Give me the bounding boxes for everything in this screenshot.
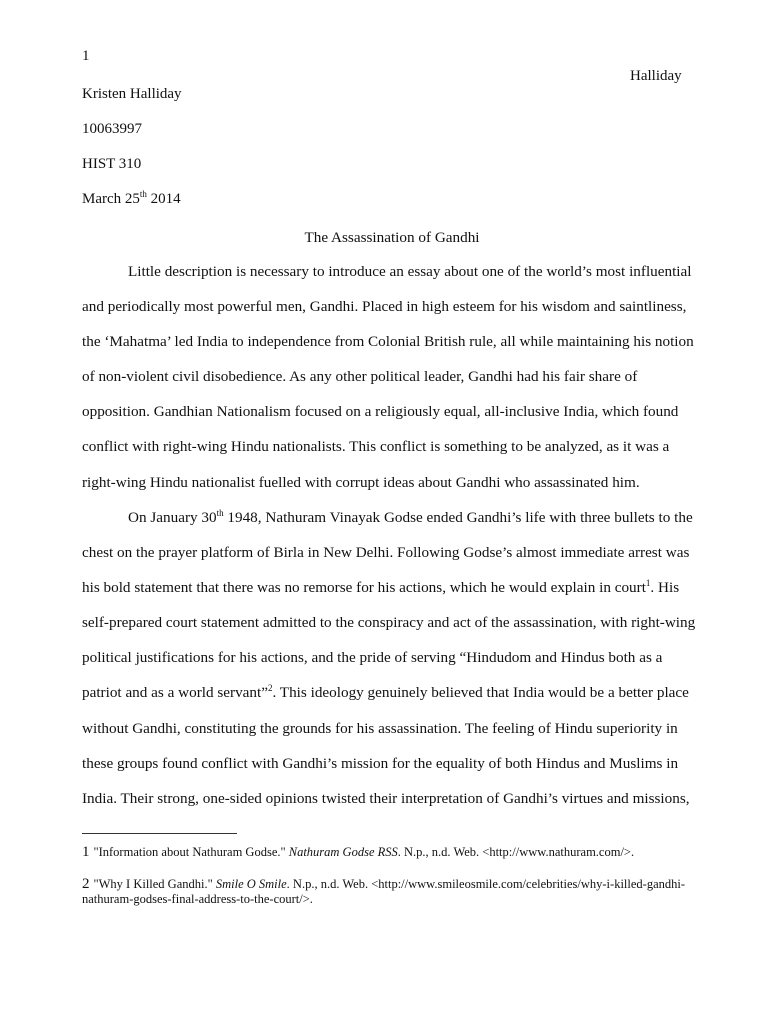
body-line: India. Their strong, one-sided opinions twisted their interpretation of Gandhi’s virtues and missions,	[82, 790, 690, 807]
course-code: HIST 310	[82, 156, 142, 172]
body-line: political justifications for his actions, and the pride of serving “Hindudom and Hindus both as a	[82, 649, 663, 666]
body-text: patriot and as a world servant”	[82, 684, 268, 701]
body-text: 1948, Nathuram Vinayak Godse ended Gandhi’s life with three bullets to the	[223, 509, 693, 526]
body-line: self-prepared court statement admitted to the conspiracy and act of the assassination, with right-wing	[82, 614, 696, 631]
body-line: these groups found conflict with Gandhi’s mission for the equality of both Hindus and Muslims in	[82, 755, 679, 772]
body-line: conflict with right-wing Hindu nationalists. This conflict is something to be analyzed, as it was a	[82, 438, 670, 455]
footnote-separator	[82, 833, 237, 834]
body-line: chest on the prayer platform of Birla in New Delhi. Following Godse’s almost immediate arrest was	[82, 544, 690, 561]
body-line	[82, 579, 679, 597]
footnote-number: 2	[82, 876, 90, 892]
footnote-text: . N.p., n.d. Web. <http://www.smileosmile.com/celebrities/why-i-killed-gandhi-	[286, 877, 686, 891]
body-text: . His	[650, 579, 680, 596]
body-line: right-wing Hindu nationalist fuelled with corrupt ideas about Gandhi who assassinated him.	[82, 474, 640, 491]
footnote-source: Nathuram Godse RSS	[288, 845, 398, 859]
superscript: 1	[645, 577, 651, 588]
footnote-2-continuation: nathuram-godses-final-address-to-the-court/>.	[82, 892, 313, 906]
body-line: without Gandhi, constituting the grounds for his assassination. The feeling of Hindu superiority in	[82, 720, 678, 737]
date-suffix: 2014	[146, 191, 181, 207]
body-line: of non-violent civil disobedience. As any other political leader, Gandhi had his fair share of	[82, 368, 638, 385]
footnote-text: . N.p., n.d. Web. <http://www.nathuram.com/>.	[397, 845, 635, 859]
footnote-1	[82, 844, 634, 861]
body-line	[82, 684, 689, 702]
body-line: the ‘Mahatma’ led India to independence from Colonial British rule, all while maintaining his notion	[82, 333, 694, 350]
author-name: Kristen Halliday	[82, 86, 182, 102]
footnote-number: 1	[82, 844, 90, 860]
body-text: . This ideology genuinely believed that India would be a better place	[272, 684, 689, 701]
page-number: 1	[82, 48, 90, 64]
essay-date	[82, 191, 181, 208]
body-line: opposition. Gandhian Nationalism focused on a religiously equal, all-inclusive India, which found	[82, 403, 679, 420]
superscript: 2	[267, 682, 273, 693]
running-header: Halliday	[630, 68, 682, 84]
body-line: Little description is necessary to introduce an essay about one of the world’s most influential	[128, 263, 692, 280]
body-line	[128, 509, 693, 527]
student-id: 10063997	[82, 121, 142, 137]
footnote-text: "Why I Killed Gandhi."	[93, 877, 216, 891]
superscript: th	[216, 507, 224, 518]
essay-title: The Assassination of Gandhi	[304, 229, 480, 246]
date-superscript: th	[139, 189, 147, 199]
footnote-2	[82, 876, 685, 893]
body-line: and periodically most powerful men, Gandhi. Placed in high esteem for his wisdom and saintliness,	[82, 298, 687, 315]
footnote-source: Smile O Smile	[215, 877, 287, 891]
body-text: his bold statement that there was no remorse for his actions, which he would explain in court	[82, 579, 646, 596]
body-text: On January 30	[128, 509, 217, 526]
date-prefix: March 25	[82, 191, 140, 207]
footnote-text: "Information about Nathuram Godse."	[93, 845, 289, 859]
